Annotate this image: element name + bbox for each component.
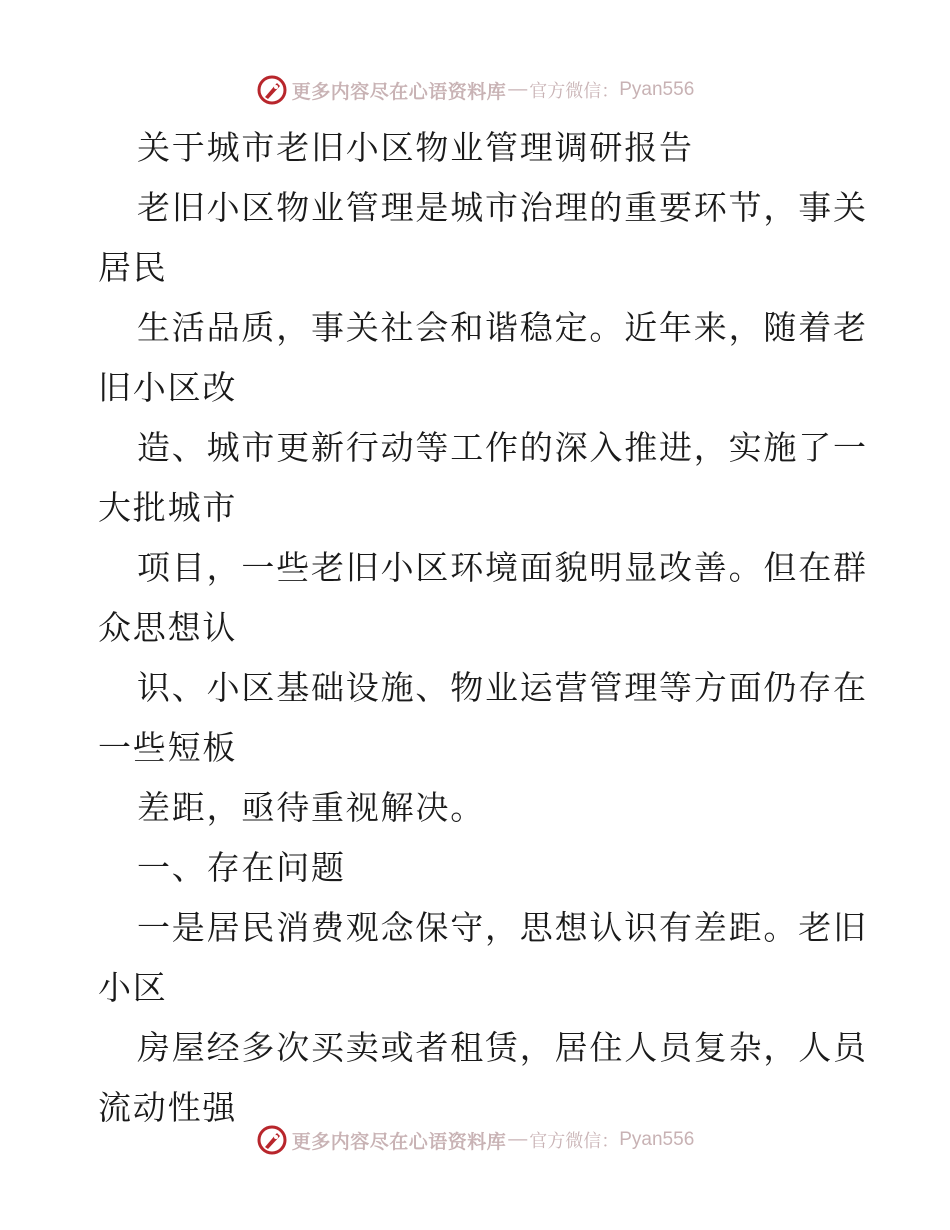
section-heading: 一、存在问题 <box>137 848 346 887</box>
watermark-dash: — <box>508 79 528 100</box>
text-line: 小区 <box>98 968 168 1007</box>
text-line: 居民 <box>98 248 168 287</box>
watermark-contact-label: 官方微信： <box>529 1131 620 1152</box>
watermark-banner-top <box>0 70 950 110</box>
pen-logo-icon <box>256 1124 288 1156</box>
text-line: 老旧小区物业管理是城市治理的重要环节，事关 <box>137 188 868 227</box>
text-line: 流动性强 <box>98 1088 238 1127</box>
text-line: 造、城市更新行动等工作的深入推进，实施了一 <box>137 428 868 467</box>
watermark-brand: 更多内容尽在心语资料库 <box>291 1130 507 1153</box>
text-line: 房屋经多次买卖或者租赁，居住人员复杂，人员 <box>137 1028 868 1067</box>
text-line: 识、小区基础设施、物业运营管理等方面仍存在 <box>137 668 868 707</box>
text-line: 一些短板 <box>98 728 238 767</box>
text-line: 众思想认 <box>98 608 238 647</box>
text-line: 差距，亟待重视解决。 <box>137 788 485 827</box>
watermark-dash: — <box>508 1129 528 1150</box>
text-line: 旧小区改 <box>98 368 238 407</box>
watermark-wechat-id: Pyan556 <box>619 1129 695 1150</box>
document-title: 关于城市老旧小区物业管理调研报告 <box>137 128 694 167</box>
watermark-banner-bottom <box>0 1120 950 1160</box>
watermark-contact-label: 官方微信： <box>529 81 620 102</box>
pen-logo-icon <box>256 74 288 106</box>
text-line: 项目，一些老旧小区环境面貌明显改善。但在群 <box>137 548 868 587</box>
watermark-brand: 更多内容尽在心语资料库 <box>291 80 507 103</box>
text-line: 一是居民消费观念保守，思想认识有差距。老旧 <box>137 908 868 947</box>
text-line: 大批城市 <box>98 488 238 527</box>
text-line: 生活品质，事关社会和谐稳定。近年来，随着老 <box>137 308 868 347</box>
watermark-wechat-id: Pyan556 <box>619 79 695 100</box>
